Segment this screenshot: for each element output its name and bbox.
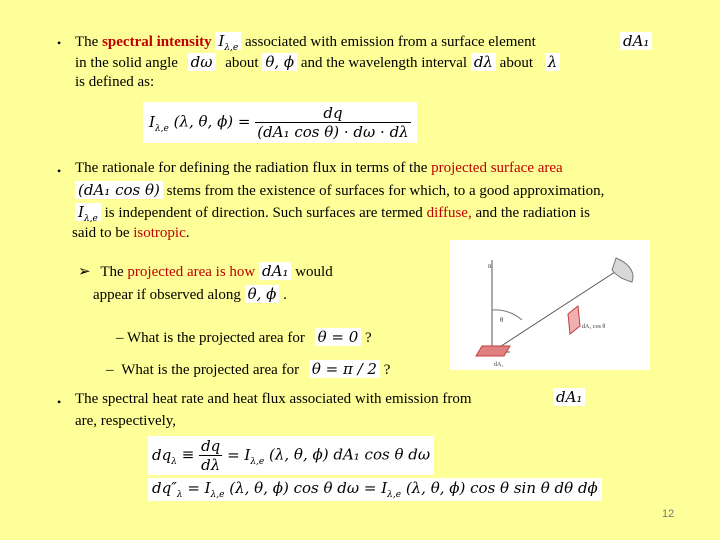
bullet1-line2: in the solid angle dω about θ, ϕ and the wavelength interval dλ about λ	[75, 53, 560, 72]
bullet-marker: •	[57, 164, 62, 178]
bullet1-line1	[75, 32, 536, 53]
bullet3-line2: are, respectively,	[75, 413, 177, 429]
area-symbol: dA₁	[553, 388, 585, 406]
intensity-symbol: $I_{\lambda,e}$	[75, 203, 101, 221]
spectral-heat-rate-equation: $dq_\lambda$ ≡ $\frac{dq}{d\lambda}$ = $I_{\lambda,e}$ (λ, θ, ϕ) dA₁ cos θ dω	[148, 436, 434, 475]
bullet2-line3: $I_{\lambda,e}$ is independent of direction. Such surfaces are termed diffuse, and the radiation is	[75, 203, 590, 224]
arrow-item-line1: ➢ The projected area is how dA₁ would	[78, 262, 333, 280]
question-2: – What is the projected area for θ = π / 2 ?	[106, 360, 391, 378]
bullet-marker: •	[57, 36, 62, 50]
figure-diagram	[450, 240, 650, 370]
projected-element	[568, 306, 580, 334]
intensity-symbol: $I_{\lambda,e}$	[215, 32, 241, 50]
lambda-symbol: λ	[545, 53, 561, 71]
arrow-bullet-icon: ➢	[78, 264, 91, 280]
projected-area-symbol: (dA₁ cos θ)	[75, 181, 163, 199]
arrow-item-line2: appear if observed along θ, ϕ .	[93, 285, 287, 303]
bullet3-line1: The spectral heat rate and heat flux associated with emission from	[75, 391, 472, 407]
area-symbol: dA₁	[259, 262, 291, 280]
projected-area-term: projected area is how	[127, 264, 256, 280]
bullet2-line1: The rationale for defining the radiation flux in terms of the projected surface area	[75, 160, 563, 176]
direction-line	[492, 270, 618, 352]
area-symbol: dA₁	[620, 32, 652, 50]
solid-angle-symbol: dω	[188, 53, 216, 71]
label-surface-area: dA₁	[494, 362, 504, 368]
angles-symbol: θ, ϕ	[245, 285, 280, 303]
label-theta: θ	[500, 316, 504, 324]
bullet1-text: associated with emission from a surface element	[245, 34, 536, 50]
surface-element	[476, 346, 510, 356]
projected-surface-area-term: projected surface area	[431, 160, 563, 176]
observer-eye-icon	[612, 258, 633, 282]
label-normal: n	[488, 262, 492, 270]
question-1: – What is the projected area for θ = 0 ?	[116, 328, 372, 346]
angle-arc	[492, 310, 522, 320]
bullet1-lead: The	[75, 34, 99, 50]
bullet2-line4: said to be isotropic.	[72, 225, 190, 241]
condition-theta-zero: θ = 0	[315, 328, 362, 346]
spectral-heat-flux-equation: $dq''_\lambda = I_{\lambda,e}$ (λ, θ, ϕ) cos θ $d\omega = I_{\lambda,e}$ (λ, θ, ϕ) cos θ sin θ dθ dϕ	[148, 478, 602, 501]
condition-theta-half-pi: θ = π / 2	[309, 360, 380, 378]
eq1-denominator: (dA₁ cos θ) · dω · dλ	[257, 123, 409, 141]
page-number: 12	[662, 508, 675, 520]
bullet-marker: •	[57, 395, 62, 409]
bullet1-line3: is defined as:	[75, 74, 155, 90]
diffuse-term: diffuse,	[426, 205, 472, 221]
eq1-numerator: dq	[255, 104, 410, 123]
intensity-equation: $I_{\lambda,e}$ (λ, θ, ϕ) = $\frac{dq}{\text{(dA₁ cos θ) · dω · dλ}}$	[143, 102, 417, 143]
isotropic-term: isotropic	[133, 225, 186, 241]
spectral-intensity-term: spectral intensity	[102, 34, 212, 50]
bullet2-line2: (dA₁ cos θ) stems from the existence of surfaces for which, to a good approximation,	[75, 181, 604, 200]
angles-symbol: θ, ϕ	[262, 53, 297, 71]
label-projected-area: dA₁ cos θ	[582, 324, 606, 330]
wavelength-interval-symbol: dλ	[471, 53, 496, 71]
projected-area-figure	[450, 240, 650, 370]
